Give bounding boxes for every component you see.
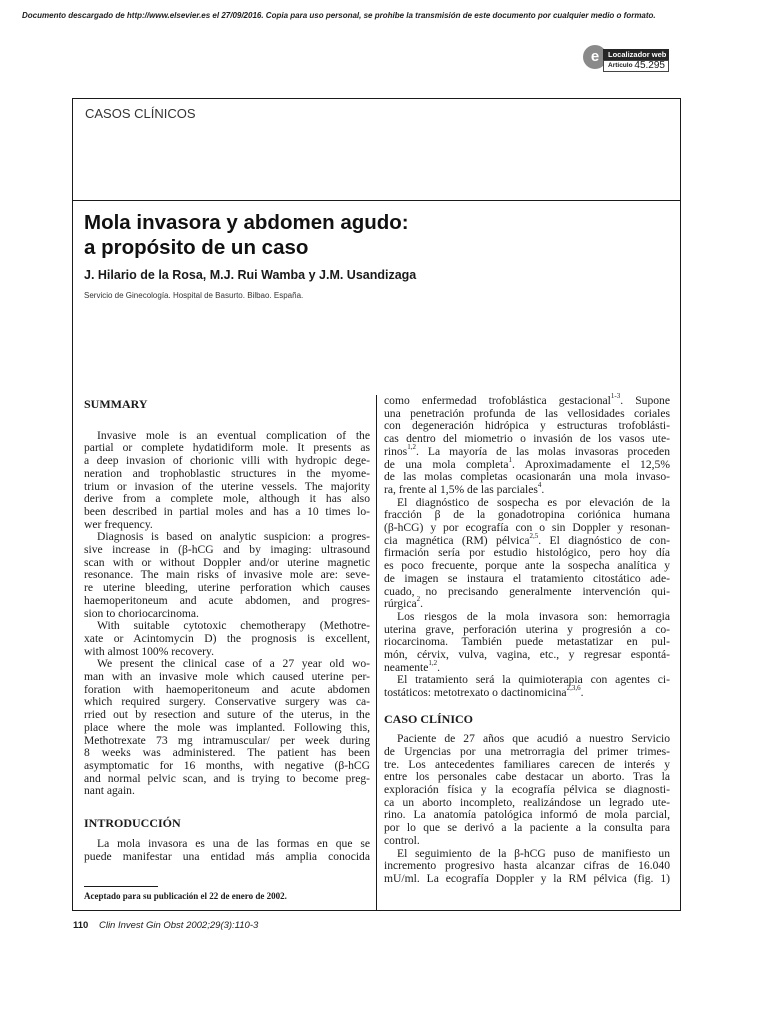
text-line: wer frequency. [84, 517, 153, 531]
text-line: a deep invasion of chorionic villi with hydropic dege- [84, 454, 370, 468]
text-line: de imagen se instaura el tratamiento citostático ade- [384, 571, 670, 585]
text-line: rried out by resection and suture of the uterus, in the [84, 708, 370, 722]
text-line: place where the mole was implanted. Following this, [84, 720, 370, 734]
e-icon: e [583, 45, 607, 69]
header-divider [72, 200, 681, 201]
section-label: CASOS CLÍNICOS [85, 106, 196, 121]
text-line: which required surgery. Conservative surgery was ca- [84, 695, 370, 709]
articulo-box [603, 60, 669, 72]
text-line: Paciente de 27 años que acudió a nuestro Servicio [397, 732, 670, 746]
footnote-rule [84, 886, 158, 887]
text-line: fracción β de la gonadotropina coriónica humana [384, 508, 670, 522]
text-line: incremento progresivo hasta alcanzar cifras de 16.040 [384, 859, 670, 873]
localizador-web-badge[interactable] [583, 44, 669, 74]
introduccion-heading: INTRODUCCIÓN [84, 816, 181, 831]
text-line: (β-hCG) y por ecografía con o sin Doppler y resonan- [384, 521, 670, 535]
text-line: cia magnética (RM) pélvica$^{2,5}$. El diagnóstico de con- [384, 531, 670, 547]
text-line: tre. Los antecedentes familiares carecen de interés y [384, 757, 670, 771]
text-line: El tratamiento será la quimioterapia con agentes ci- [397, 673, 670, 687]
article-title [84, 210, 644, 260]
text-line: de Urgencias por una metrorragia del primer trimes- [384, 744, 670, 758]
text-line: Los riesgos de la mola invasora son: hemorragia [397, 609, 670, 623]
text-line: re uterine bleeding, uterine perforation which causes [84, 581, 370, 595]
text-line: una penetración profunda de las vellosidades coriales [384, 406, 670, 420]
text-line: With suitable cytotoxic chemotherapy (Methotre- [97, 619, 370, 633]
text-line: con degeneración hidrópica y estructuras trofoblásti- [384, 419, 670, 433]
localizador-label: Localizador web [603, 49, 669, 60]
text-line: firmación sería por estudio histológico, pero hoy día [384, 546, 670, 560]
text-line: cas dentro del miometrio o invasión de los vasos ute- [384, 432, 670, 446]
text-line: trium or invasion of the uterine vessels. The majority [84, 479, 370, 493]
column-divider [376, 395, 377, 911]
text-line: món, cérvix, vulva, vagina, etc., y regresar espontá- [384, 648, 670, 662]
text-line: Diagnosis is based on analytic suspicion: a progres- [97, 530, 370, 544]
caso-clinico-heading: CASO CLÍNICO [384, 711, 474, 726]
text-line: como enfermedad trofoblástica gestacional$^{1-3}$. Supone [384, 392, 670, 407]
text-line: ca un aborto incompleto, realizándose un legrado ute- [384, 795, 670, 809]
page-number: 110 [73, 920, 89, 931]
text-line: We present the clinical case of a 27 year old wo- [97, 657, 370, 671]
text-line: mU/ml. La ecografía Doppler y la RM pélvica (fig. 1) [384, 872, 670, 885]
right-column [384, 392, 670, 886]
text-line: and normal pelvic scan, and is trying to become preg- [84, 771, 370, 785]
text-line: rino. La anatomía patológica informó de mola parcial, [384, 808, 670, 822]
text-line: de una mola completa$^1$. Aproximadamente el 12,5% [384, 455, 670, 471]
text-line: nant again. [84, 784, 135, 798]
text-line: scan with or without Doppler and/or uterine magnetic [84, 555, 370, 569]
text-line: sion to choriocarcinoma. [84, 606, 199, 620]
text-line: neamente$^{1,2}$. [384, 658, 441, 674]
text-line: entre los personales cabe destacar un aborto. Tras la [384, 770, 670, 784]
text-line: uterina grave, perforación uterina y progresión a co- [384, 622, 670, 636]
text-line: man with an invasive mole which caused uterine per- [84, 670, 370, 684]
download-notice: Documento descargado de http://www.elsevier.es el 27/09/2016. Copia para uso personal, se prohíbe la transmisión de este documento por cualquier medio o formato. [22, 11, 656, 20]
summary-text [84, 430, 370, 798]
text-line: been described in partial moles and has a 10 times lo- [84, 504, 370, 518]
text-line: El diagnóstico de sospecha es por elevación de la [397, 495, 670, 509]
text-line: control. [384, 833, 420, 847]
text-line: neration and trophoblastic structures in the myome- [84, 466, 370, 480]
affiliation: Servicio de Ginecología. Hospital de Basurto. Bilbao. España. [84, 291, 304, 300]
left-column [84, 398, 370, 863]
summary-heading: SUMMARY [84, 397, 148, 411]
text-line: riocarcinoma. También puede metastatizar en pul- [384, 635, 670, 649]
text-line: Invasive mole is an eventual complication of the [97, 428, 370, 442]
text-line: exploración física y la ecografía pélvica se diagnosti- [384, 783, 670, 797]
text-line: resonance. The main risks of invasive mole are: seve- [84, 568, 370, 582]
text-line: haemoperitoneum and acute abdomen, and progres- [84, 593, 370, 607]
text-line: tostáticos: metotrexato o dactinomicina$^{2,3,6}$. [384, 684, 584, 700]
text-line: asymptomatic for 16 months, with negative (β-hCG [84, 758, 370, 772]
text-line: 8 weeks was administered. The patient has been [84, 746, 370, 760]
text-line: es poco frecuente, porque ante la sospecha analítica y [384, 559, 670, 573]
accepted-note: Aceptado para su publicación el 22 de enero de 2002. [84, 891, 287, 901]
text-line: por lo que se derivó a la paciente a la consulta para [384, 821, 670, 835]
text-line: rinos$^{1,2}$. La mayoría de las molas invasoras proceden [384, 442, 670, 458]
text-line: partial or complete hydatidiform mole. It presents as [84, 441, 370, 455]
text-line: puede manifestar una entidad más amplia conocida [84, 849, 370, 863]
text-line: with almost 100% recovery. [84, 644, 214, 658]
articulo-number: 45.295 [634, 60, 665, 71]
journal-reference: Clin Invest Gin Obst 2002;29(3):110-3 [98, 920, 259, 931]
articulo-label: Artículo [608, 62, 633, 69]
text-line: La mola invasora es una de las formas en que se [97, 836, 370, 850]
text-line: Methotrexate 73 mg intramuscular/ per week during [84, 733, 370, 747]
text-line: sive increase in (β-hCG and by imaging: ultrasound [84, 543, 370, 557]
title-line: Mola invasora y abdomen agudo: [84, 211, 409, 234]
text-line: derive from a complete mole, although it has also [84, 492, 370, 506]
text-line: ra, frente al 1,5% de las parciales$^4$. [384, 481, 545, 496]
text-line: de las molas completas ocasionarán una mola invaso- [384, 470, 670, 484]
text-line: xate or Acintomycin D) the prognosis is excellent, [84, 631, 370, 645]
text-line: foration with haemoperitoneum and acute abdomen [84, 682, 370, 696]
text-line: rúrgica$^2$. [384, 595, 424, 611]
authors: J. Hilario de la Rosa, M.J. Rui Wamba y J.M. Usandizaga [84, 268, 417, 282]
title-line: a propósito de un caso [84, 236, 309, 259]
text-line: El seguimiento de la β-hCG puso de manifiesto un [397, 846, 670, 860]
page-footer [73, 920, 258, 931]
text-line: cuado, no precisando generalmente intervención qui- [384, 584, 670, 598]
